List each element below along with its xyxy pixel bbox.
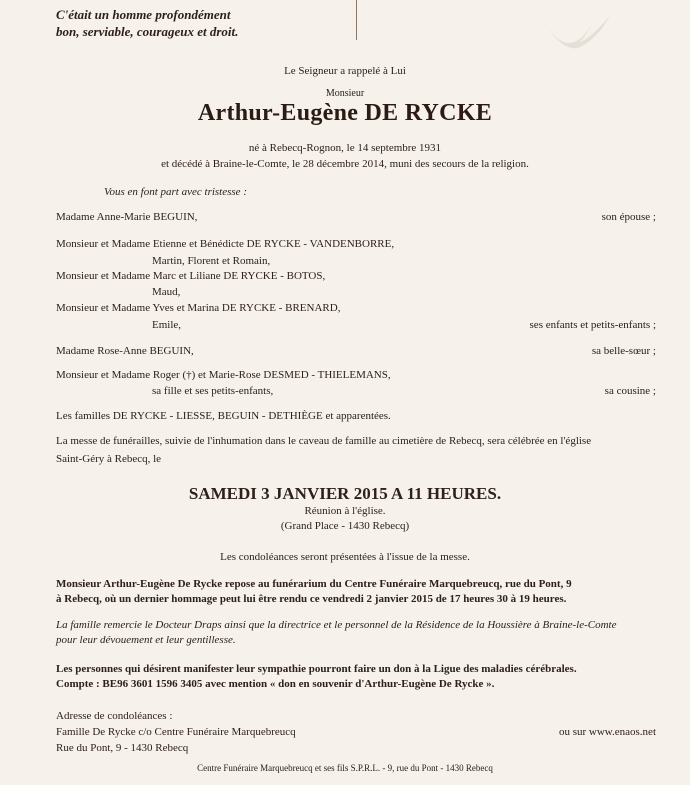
deceased-name: Arthur-Eugène DE RYCKE: [197, 100, 493, 126]
rest-line-2: à Rebecq, où un dernier hommage peut lui être rendu ce vendredi 2 janvier 2015 de 17 heures 30 à 19 heures.: [56, 593, 567, 605]
thanks-line-2: pour leur dévouement et leur gentillesse.: [56, 634, 236, 646]
birth-info: né à Rebecq-Rognon, le 14 septembre 1931: [248, 142, 442, 154]
family-line: Martin, Florent et Romain,: [152, 255, 271, 267]
rest-info: [56, 577, 656, 607]
family-line: Les familles DE RYCKE - LIESSE, BEGUIN - DETHIÈGE et apparentées.: [56, 410, 391, 422]
family-relation: sa belle-sœur ;: [591, 345, 656, 357]
family-line: Monsieur et Madame Yves et Marina DE RYCKE - BRENARD,: [56, 302, 341, 314]
announce-text: Vous en font part avec tristesse :: [104, 186, 247, 198]
quote-line-2: bon, serviable, courageux et droit.: [56, 24, 239, 39]
epitaph-quote: [56, 6, 296, 40]
family-line: Madame Anne-Marie BEGUIN,: [56, 211, 198, 223]
funeral-date: SAMEDI 3 JANVIER 2015 A 11 HEURES.: [188, 484, 502, 503]
intro-line: Le Seigneur a rappelé à Lui: [284, 65, 406, 77]
family-line: Monsieur et Madame Roger (†) et Marie-Rose DESMED - THIELEMANS,: [56, 369, 391, 381]
thanks-info: [56, 618, 656, 648]
quote-line-1: C'était un homme profondément: [56, 7, 231, 22]
rest-line-1: Monsieur Arthur-Eugène De Rycke repose au funérarium du Centre Funéraire Marquebreucq, rue du Pont, 9: [56, 578, 572, 590]
address-line-2: Rue du Pont, 9 - 1430 Rebecq: [56, 742, 189, 754]
dove-icon: [540, 12, 620, 52]
family-line: Emile,: [152, 319, 182, 331]
honorific: Monsieur: [325, 88, 365, 99]
donation-info: [56, 662, 656, 692]
funeral-text-1: La messe de funérailles, suivie de l'inhumation dans le caveau de famille au cimetière de Rebecq, sera célébrée en l'église: [56, 435, 592, 447]
condolences-note: Les condoléances seront présentées à l'issue de la messe.: [220, 551, 470, 563]
church-address: (Grand Place - 1430 Rebecq): [280, 520, 410, 532]
family-relation: sa cousine ;: [604, 385, 656, 397]
donation-line-2: Compte : BE96 3601 1596 3405 avec mention « don en souvenir d'Arthur-Eugène De Rycke ».: [56, 678, 495, 690]
address-heading: Adresse de condoléances :: [56, 710, 173, 722]
family-line: Monsieur et Madame Marc et Liliane DE RYCKE - BOTOS,: [56, 270, 326, 282]
address-line-1: Famille De Rycke c/o Centre Funéraire Marquebreucq: [56, 726, 296, 738]
family-line: sa fille et ses petits-enfants,: [152, 385, 274, 397]
meeting-place: Réunion à l'église.: [304, 505, 386, 517]
family-relation: ses enfants et petits-enfants ;: [529, 319, 656, 331]
family-relation: son épouse ;: [601, 211, 656, 223]
death-info: et décédé à Braine-le-Comte, le 28 décembre 2014, muni des secours de la religion.: [161, 158, 529, 170]
family-line: Maud,: [152, 286, 181, 298]
website-link[interactable]: ou sur www.enaos.net: [558, 726, 656, 738]
donation-line-1: Les personnes qui désirent manifester leur sympathie pourront faire un don à la Ligue des maladies cérébrales.: [56, 663, 577, 675]
funeral-text-2: Saint-Géry à Rebecq, le: [56, 453, 162, 465]
family-line: Madame Rose-Anne BEGUIN,: [56, 345, 194, 357]
divider-line: [356, 0, 357, 40]
thanks-line-1: La famille remercie le Docteur Draps ainsi que la directrice et le personnel de la Résidence de la Houssière à Braine-le-Comte: [56, 619, 617, 631]
footer-line: Centre Funéraire Marquebreucq et ses fils S.P.R.L. - 9, rue du Pont - 1430 Rebecq: [197, 763, 493, 773]
family-line: Monsieur et Madame Etienne et Bénédicte DE RYCKE - VANDENBORRE,: [56, 238, 395, 250]
